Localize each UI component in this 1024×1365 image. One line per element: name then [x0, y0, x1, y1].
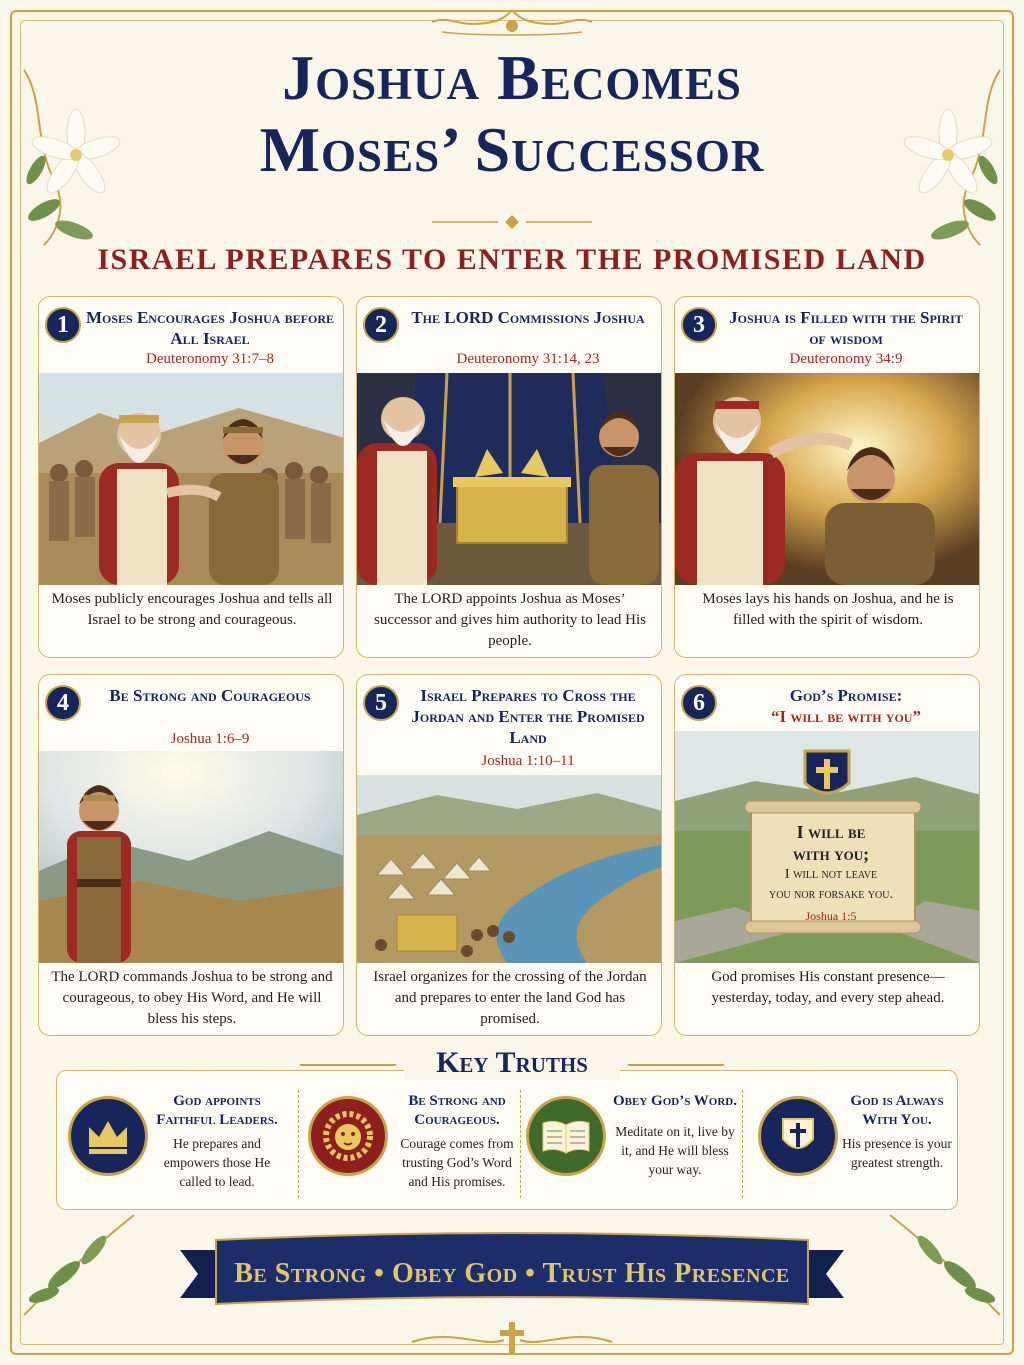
key-truths-divider [298, 1090, 299, 1198]
key-truth-title: Be Strong and Courageous. [408, 1093, 506, 1128]
story-card-4 [38, 674, 344, 1036]
page-title [140, 42, 884, 186]
card-description: The LORD commands Joshua to be strong and courageous, to obey His Word, and He will bless his steps. [51, 969, 333, 1027]
key-truth-title: God appoints Faithful Leaders. [156, 1093, 278, 1128]
card-title: Israel Prepares to Cross the Jordan and Enter the Promised Land [411, 686, 645, 747]
shield-cross-icon [758, 1096, 838, 1176]
jordan-river-camp-illustration [357, 775, 662, 963]
scroll-line-1: I will be [796, 822, 866, 842]
card-number-badge: 4 [45, 685, 81, 721]
card-description: The LORD appoints Joshua as Moses’ successor and gives him authority to lead His people. [373, 591, 647, 649]
key-truth-text: He prepares and empowers those He called to lead. [163, 1136, 271, 1189]
laying-on-of-hands-illustration [675, 373, 980, 585]
leaf-corner-bottom-left-icon [14, 1195, 164, 1325]
card-title: Be Strong and Courageous [109, 686, 311, 705]
key-truth-text: Courage comes from trusting God’s Word and His promises. [400, 1136, 514, 1189]
key-truth-3 [526, 1082, 746, 1202]
crown-icon [68, 1096, 148, 1176]
key-truth-1 [68, 1082, 288, 1202]
top-flourish-ornament [412, 6, 612, 40]
page-title-line-2: Moses’ Successor [259, 114, 765, 185]
lion-icon [308, 1096, 388, 1176]
scripture-reference: Deuteronomy 31:14, 23 [456, 351, 600, 367]
key-truth-text: Meditate on it, live by it, and He will bless your way. [615, 1124, 735, 1177]
bottom-cross-ornament [392, 1318, 632, 1358]
story-card-2 [356, 296, 662, 658]
page-subtitle: ISRAEL PREPARES TO ENTER THE PROMISED LAND [97, 243, 927, 276]
card-title: The LORD Commissions Joshua [411, 308, 645, 327]
scripture-reference: Joshua 1:10–11 [481, 753, 575, 769]
key-truths-heading-rule-right [628, 1064, 724, 1066]
scripture-reference: Joshua 1:6–9 [170, 731, 250, 747]
card-title-line-2: “I will be with you” [771, 707, 921, 726]
card-description: Israel organizes for the crossing of the Jordan and prepares to enter the land God has promised. [373, 969, 647, 1027]
banner-motto: Be Strong • Obey God • Trust His Presence [234, 1258, 790, 1289]
open-book-icon [526, 1096, 606, 1176]
card-description: Moses lays his hands on Joshua, and he is filled with the spirit of wisdom. [702, 591, 954, 628]
card-number-badge: 3 [681, 307, 717, 343]
scripture-reference: Deuteronomy 31:7–8 [146, 351, 274, 367]
joshua-on-hillside-illustration [39, 751, 344, 963]
key-truths-heading: Key Truths [404, 1046, 620, 1080]
scroll-line-3: I will not leave [784, 867, 878, 882]
scripture-reference: Deuteronomy 34:9 [789, 351, 903, 367]
key-truth-2 [308, 1082, 528, 1202]
page-title-line-1: Joshua Becomes [282, 42, 742, 113]
key-truth-text: His presence is your greatest strength. [842, 1136, 952, 1170]
key-truth-title: Obey God’s Word. [613, 1093, 737, 1109]
key-truth-4 [758, 1082, 958, 1202]
card-number-badge: 2 [363, 307, 399, 343]
moses-encourages-joshua-illustration [39, 373, 344, 585]
card-description: God promises His constant presence—yesterday, today, and every step ahead. [711, 969, 945, 1006]
story-card-5 [356, 674, 662, 1036]
scroll-reference: Joshua 1:5 [805, 909, 857, 923]
card-number-badge: 5 [363, 685, 399, 721]
promise-scroll-text [751, 821, 911, 924]
story-card-1 [38, 296, 344, 658]
key-truth-title: God is Always With You. [850, 1093, 944, 1128]
card-description: Moses publicly encourages Joshua and tells all Israel to be strong and courageous. [51, 591, 333, 628]
key-truths-heading-rule-left [300, 1064, 396, 1066]
card-title [721, 685, 971, 727]
card-number-badge: 6 [681, 685, 717, 721]
leaf-corner-bottom-right-icon [860, 1195, 1010, 1325]
lily-corner-top-left-icon [14, 60, 144, 250]
key-truths-divider [742, 1090, 743, 1198]
lily-corner-top-right-icon [880, 60, 1010, 250]
card-title: Moses Encourages Joshua before All Israel [85, 308, 334, 348]
scroll-line-2: with you; [792, 844, 870, 864]
story-card-3 [674, 296, 980, 658]
ark-of-covenant-commissioning-illustration [357, 373, 662, 585]
card-title: Joshua is Filled with the Spirit of wisdom [729, 308, 963, 348]
card-number-badge: 1 [45, 307, 81, 343]
scroll-line-4: you nor forsake you. [768, 887, 893, 902]
key-truths-divider [520, 1090, 521, 1198]
story-card-6 [674, 674, 980, 1036]
card-title-line-1: God’s Promise: [789, 686, 903, 705]
title-divider-ornament [432, 214, 592, 230]
